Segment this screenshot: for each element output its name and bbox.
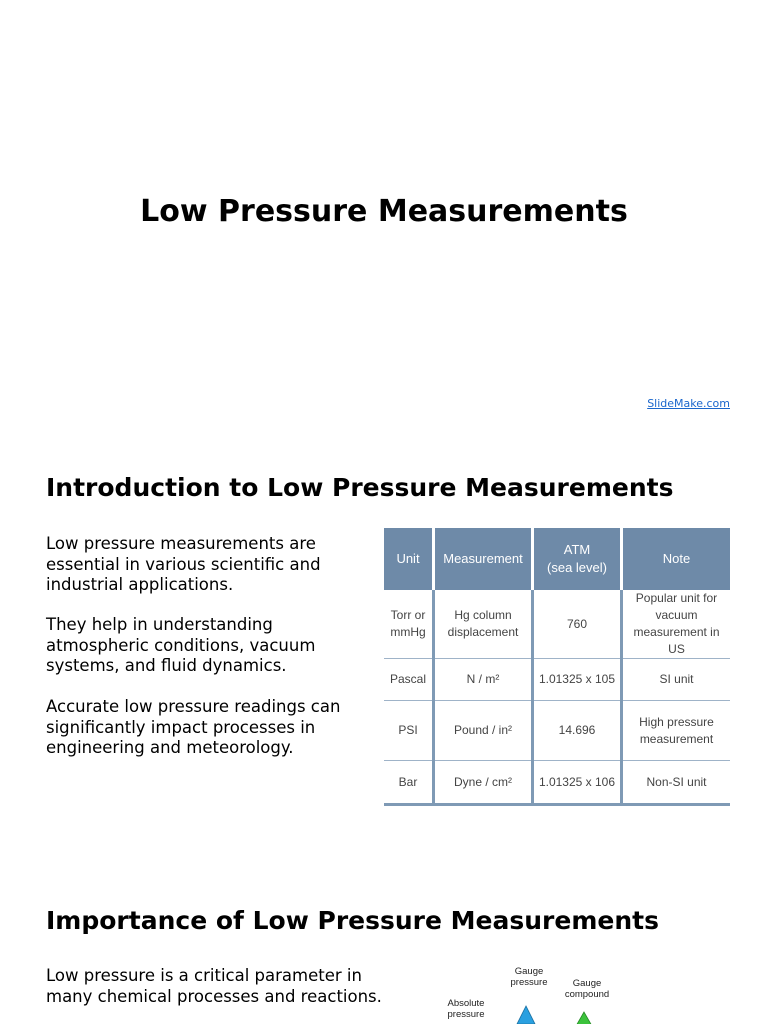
pressure-units-table bbox=[384, 528, 730, 806]
column-header-note: Note bbox=[622, 528, 731, 590]
gauge-compound-label: Gauge compound bbox=[564, 978, 610, 1000]
intro-paragraph-2: They help in understanding atmospheric conditions, vacuum systems, and fluid dynamics. bbox=[46, 615, 316, 675]
intro-heading: Introduction to Low Pressure Measurements bbox=[46, 473, 674, 502]
table-cell: Popular unit for vacuum measurement in US bbox=[622, 590, 731, 659]
gauge-pressure-label: Gauge pressure bbox=[510, 966, 548, 988]
table-cell: 1.01325 x 106 bbox=[533, 761, 622, 805]
gauge-triangle-icon bbox=[517, 1006, 535, 1024]
table-cell: SI unit bbox=[622, 659, 731, 701]
column-header-atm: ATM (sea level) bbox=[533, 528, 622, 590]
table-cell: Hg column displacement bbox=[434, 590, 533, 659]
intro-paragraph-3: Accurate low pressure readings can significantly impact processes in engineering and meteorology. bbox=[46, 697, 341, 757]
absolute-pressure-label: Absolute pressure bbox=[447, 998, 485, 1020]
slidemake-link[interactable]: SlideMake.com bbox=[647, 397, 730, 410]
importance-heading: Importance of Low Pressure Measurements bbox=[46, 906, 659, 935]
table-cell: Torr or mmHg bbox=[384, 590, 434, 659]
column-header-unit: Unit bbox=[384, 528, 434, 590]
table-header-row bbox=[384, 528, 730, 590]
table-cell: 1.01325 x 105 bbox=[533, 659, 622, 701]
table-cell: N / m² bbox=[434, 659, 533, 701]
table-cell: Bar bbox=[384, 761, 434, 805]
table-cell: 14.696 bbox=[533, 701, 622, 761]
table-cell: Pascal bbox=[384, 659, 434, 701]
pressure-diagram bbox=[410, 958, 650, 1024]
table-cell: Pound / in² bbox=[434, 701, 533, 761]
compound-triangle-icon bbox=[576, 1012, 592, 1024]
slide-title: Low Pressure Measurements bbox=[140, 194, 628, 229]
table-cell: High pressure measurement bbox=[622, 701, 731, 761]
table-cell: PSI bbox=[384, 701, 434, 761]
column-header-measurement: Measurement bbox=[434, 528, 533, 590]
table-row bbox=[384, 590, 730, 659]
table-cell: Dyne / cm² bbox=[434, 761, 533, 805]
table-row bbox=[384, 659, 730, 701]
table-cell: 760 bbox=[533, 590, 622, 659]
table-row bbox=[384, 761, 730, 805]
table-row bbox=[384, 701, 730, 761]
table-cell: Non-SI unit bbox=[622, 761, 731, 805]
importance-paragraph: Low pressure is a critical parameter in many chemical processes and reactions. bbox=[46, 966, 382, 1006]
diagram-markers bbox=[410, 958, 650, 1024]
intro-paragraph-1: Low pressure measurements are essential in various scientific and industrial applications. bbox=[46, 534, 321, 594]
